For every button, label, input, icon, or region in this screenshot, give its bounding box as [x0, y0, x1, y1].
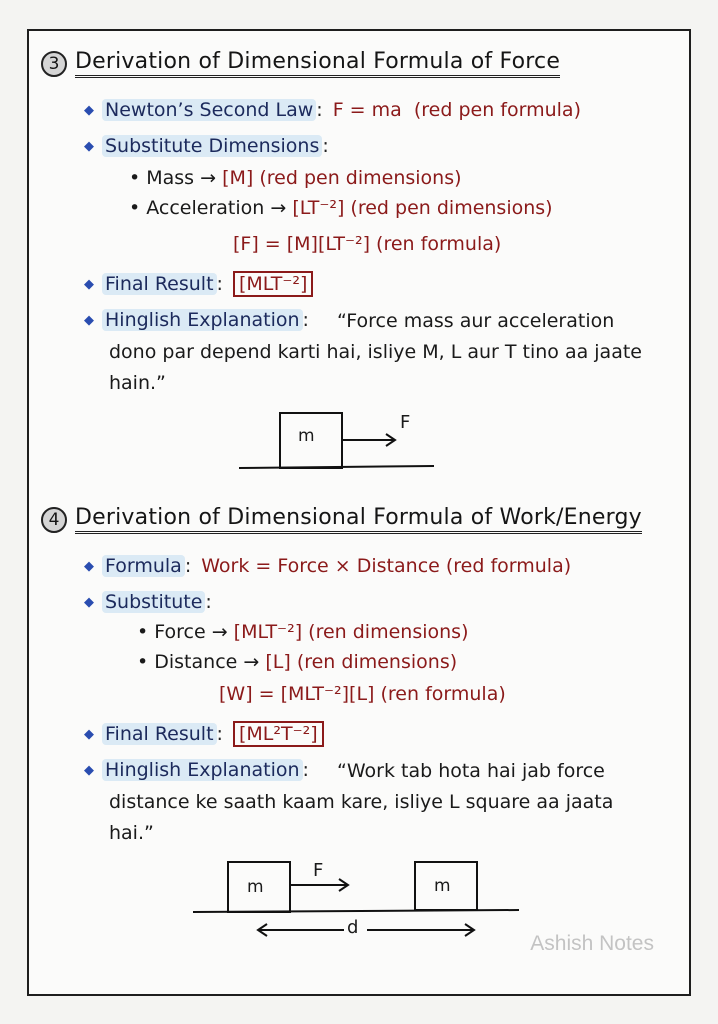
note: (red pen dimensions): [350, 197, 553, 219]
section-3-heading: [41, 49, 560, 78]
colon: :: [216, 723, 223, 745]
combined-formula: [W] = [MLT⁻²][L] (ren formula): [219, 683, 506, 705]
label-highlight: Substitute: [102, 591, 205, 613]
distance-label: d: [347, 917, 359, 938]
section-4-heading: [41, 505, 642, 534]
final-result-row: [84, 721, 324, 747]
label-highlight: Substitute Dimensions: [102, 135, 322, 157]
label-highlight: Formula: [102, 555, 185, 577]
sub-label: • Mass →: [129, 167, 217, 189]
label-highlight: Final Result: [102, 723, 217, 745]
substitute-row: [84, 135, 339, 157]
formula: Work = Force × Distance (red formula): [201, 555, 572, 577]
sub-label: • Acceleration →: [129, 197, 287, 219]
colon: :: [184, 555, 192, 577]
diamond-bullet-icon: ◆: [84, 138, 94, 154]
acceleration-row: [129, 197, 553, 219]
diamond-bullet-icon: ◆: [84, 102, 94, 118]
label-highlight: Hinglish Explanation: [102, 759, 303, 781]
dimension: [LT⁻²]: [292, 197, 345, 219]
diamond-bullet-icon: ◆: [84, 762, 94, 778]
sub-label: • Distance →: [137, 651, 260, 673]
sub-label: • Force →: [137, 621, 228, 643]
section-number-badge: 4: [41, 507, 67, 533]
force-label: F: [313, 860, 324, 881]
colon: :: [302, 759, 309, 781]
note: (ren dimensions): [308, 621, 469, 643]
diamond-bullet-icon: ◆: [84, 558, 94, 574]
block-label: m: [298, 426, 315, 446]
formula-row: [84, 555, 571, 577]
section-number-badge: 3: [41, 51, 67, 77]
mass-row: [129, 167, 462, 189]
section-title: Derivation of Dimensional Formula of Force: [75, 49, 560, 78]
note: (red pen formula): [413, 99, 581, 121]
watermark: Ashish Notes: [530, 932, 654, 955]
distance-row: [137, 651, 457, 673]
final-result-row: [84, 271, 313, 297]
final-result-box: [MLT⁻²]: [233, 271, 313, 297]
formula: F = ma: [332, 99, 402, 121]
explanation-text: “Force mass aur acceleration dono par depend karti hai, isliye M, L aur T tino aa jaate hain.”: [109, 310, 642, 394]
colon: :: [205, 591, 212, 613]
dimension: [M]: [222, 167, 254, 189]
section-title: Derivation of Dimensional Formula of Work/Energy: [75, 505, 642, 534]
colon: :: [216, 273, 223, 295]
block-label: m: [247, 877, 264, 897]
force-diagram: [234, 406, 444, 476]
colon: :: [322, 135, 329, 157]
force-row: [137, 621, 468, 643]
dimension: [L]: [265, 651, 291, 673]
label-highlight: Final Result: [102, 273, 217, 295]
label-highlight: Newton’s Second Law: [102, 99, 316, 121]
final-result-box: [ML²T⁻²]: [233, 721, 324, 747]
notes-page: [27, 29, 691, 996]
diamond-bullet-icon: ◆: [84, 312, 94, 328]
newton-law-row: [84, 99, 581, 121]
explanation-text: “Work tab hota hai jab force distance ke saath kaam kare, isliye L square aa jaata hai.”: [109, 760, 614, 844]
dimension: [MLT⁻²]: [233, 621, 303, 643]
block-label: m: [434, 876, 451, 896]
combined-formula: [F] = [M][LT⁻²] (ren formula): [233, 233, 502, 255]
diamond-bullet-icon: ◆: [84, 726, 94, 742]
label-highlight: Hinglish Explanation: [102, 309, 303, 331]
work-diagram: [189, 859, 529, 939]
diamond-bullet-icon: ◆: [84, 594, 94, 610]
colon: :: [316, 99, 323, 121]
note: (red pen dimensions): [259, 167, 462, 189]
note: (ren dimensions): [296, 651, 458, 673]
force-label: F: [400, 412, 411, 433]
substitute-row: [84, 591, 222, 613]
diamond-bullet-icon: ◆: [84, 276, 94, 292]
colon: :: [302, 309, 309, 331]
